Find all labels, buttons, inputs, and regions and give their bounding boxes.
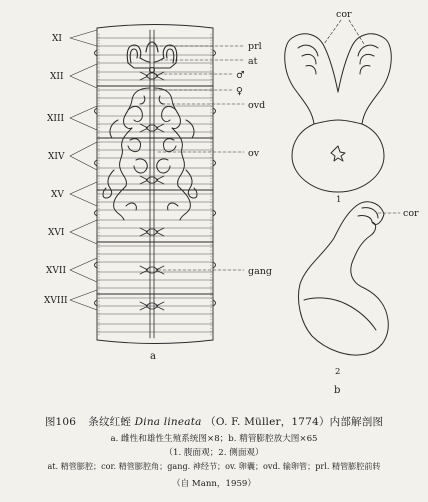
view2-atrium (299, 202, 389, 355)
figure-caption-title (0, 414, 428, 429)
leader-lines (150, 20, 400, 270)
segment-label-xii: XII (50, 72, 64, 82)
species-authority: （O. F. Müller，1774）内部解剖图 (205, 416, 384, 428)
panel-label-a: a (150, 351, 156, 362)
part-a-callouts (236, 41, 272, 277)
segment-label-xi: XI (52, 34, 62, 44)
callout-cor-view1: cor (336, 9, 352, 20)
caption-source: （自 Mann，1959） (172, 479, 256, 489)
segment-label-xvii: XVII (46, 266, 67, 276)
segment-leaders (70, 30, 97, 310)
segment-label-xv: XV (51, 190, 64, 200)
panel-label-b: b (334, 385, 341, 396)
caption-abbreviations: at. 精管膨腔；cor. 精管膨腔角；gang. 神经节；ov. 卵囊；ovd. 输卵管；prl. 精管膨腔前转 (47, 461, 381, 471)
species-cn-name: 条纹红蛭 (88, 416, 132, 428)
callout-ov: ov (248, 148, 260, 159)
panel-labels (150, 195, 341, 396)
segment-label-xvi: XVI (48, 228, 65, 238)
callout-gang: gang (248, 266, 272, 277)
male-atrium-prl (127, 42, 177, 72)
species-sci-name: Dina lineata (134, 416, 202, 428)
ganglia (140, 72, 164, 310)
segment-label-xiii: XIII (47, 114, 65, 124)
callout-cor-view2: cor (403, 208, 419, 219)
view-number-2: 2 (335, 367, 341, 377)
segment-label-xviii: XVIII (44, 296, 68, 306)
callout-ovd: ovd (248, 100, 266, 111)
view1-atrium (285, 34, 392, 192)
callout-prl: prl (248, 41, 262, 52)
segment-labels (44, 34, 68, 306)
segment-label-xiv: XIV (48, 152, 65, 162)
figure-number: 图106 (44, 416, 77, 428)
callout-male-symbol: ♂ (236, 70, 245, 81)
view-number-1: 1 (336, 195, 342, 205)
callout-at: at (248, 56, 258, 67)
callout-female-symbol: ♀ (236, 86, 243, 97)
caption-line-1: a. 雌性和雄性生殖系统图×8；b. 精管膨腔放大图×65 (110, 434, 318, 444)
part-b-callouts (336, 9, 419, 219)
caption-line-2: （1. 腹面观；2. 侧面观） (164, 448, 264, 458)
body-annuli (97, 34, 213, 336)
